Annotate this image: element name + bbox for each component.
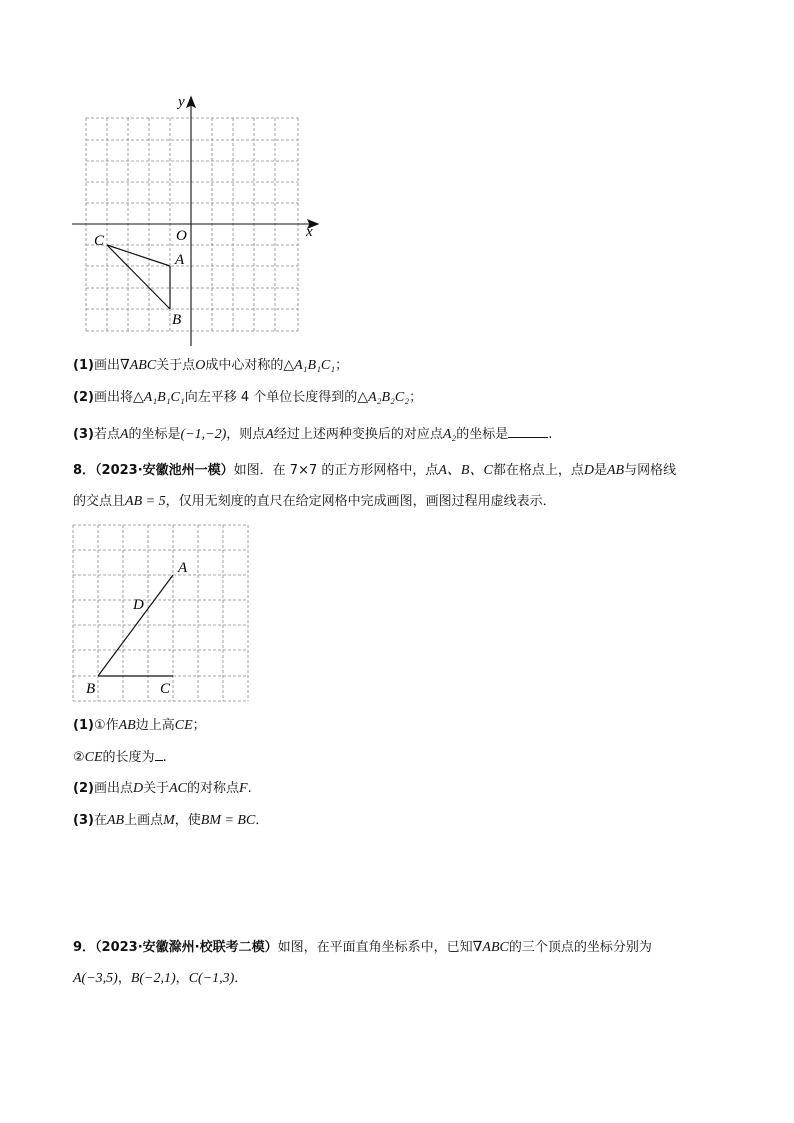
q8-line1: 8．（2023·安徽池州一模）如图．在 7×7 的正方形网格中，点A、B、C都在格点上，点D是AB与网格线 (73, 463, 677, 478)
q8-part3: (3)在AB上画点M，使BM = BC． (73, 813, 269, 828)
segments-ab-bc (98, 575, 173, 676)
fig2-point-d-label: D (133, 597, 144, 613)
y-axis-label: y (178, 94, 185, 110)
point-c-label: C (94, 233, 105, 249)
point-a-label: A (175, 252, 185, 268)
point-b-label: B (172, 312, 182, 328)
origin-label: O (176, 228, 187, 244)
q9-line2: A(−3,5)，B(−2,1)，C(−1,3)． (73, 971, 248, 986)
q9-line1: 9．（2023·安徽滁州·校联考二模）如图，在平面直角坐标系中，已知∇ABC的三个顶点的坐标分别为 (73, 940, 652, 955)
q7-part2: (2)画出将△A₁B₁C₁向左平移 4 个单位长度得到的△A₂B₂C₂； (73, 390, 423, 405)
q8-part1: (1)①作AB边上高CE； (73, 718, 206, 733)
q7-part3: (3)若点A的坐标是(−1,−2)，则点A经过上述两种变换后的对应点A₂的坐标是 . (73, 427, 553, 442)
answer-blank (508, 425, 548, 438)
square-grid-figure (65, 520, 255, 710)
coordinate-grid-figure (60, 85, 330, 350)
q8-line2: 的交点且AB = 5，仅用无刻度的直尺在给定网格中完成画图，画图过程用虚线表示． (73, 494, 556, 509)
q7-part1: (1)画出∇ABC关于点O成中心对称的△A₁B₁C₁； (73, 358, 349, 373)
fig2-point-c-label: C (160, 681, 171, 697)
answer-blank-short (155, 748, 163, 761)
fig2-point-a-label: A (178, 560, 188, 576)
triangle-abc (107, 245, 170, 309)
x-axis-label: x (306, 224, 313, 240)
q8-part2: (2)画出点D关于AC的对称点F. (73, 781, 252, 796)
q8-part1b: ②CE的长度为 . (73, 750, 167, 765)
fig2-point-b-label: B (86, 681, 96, 697)
